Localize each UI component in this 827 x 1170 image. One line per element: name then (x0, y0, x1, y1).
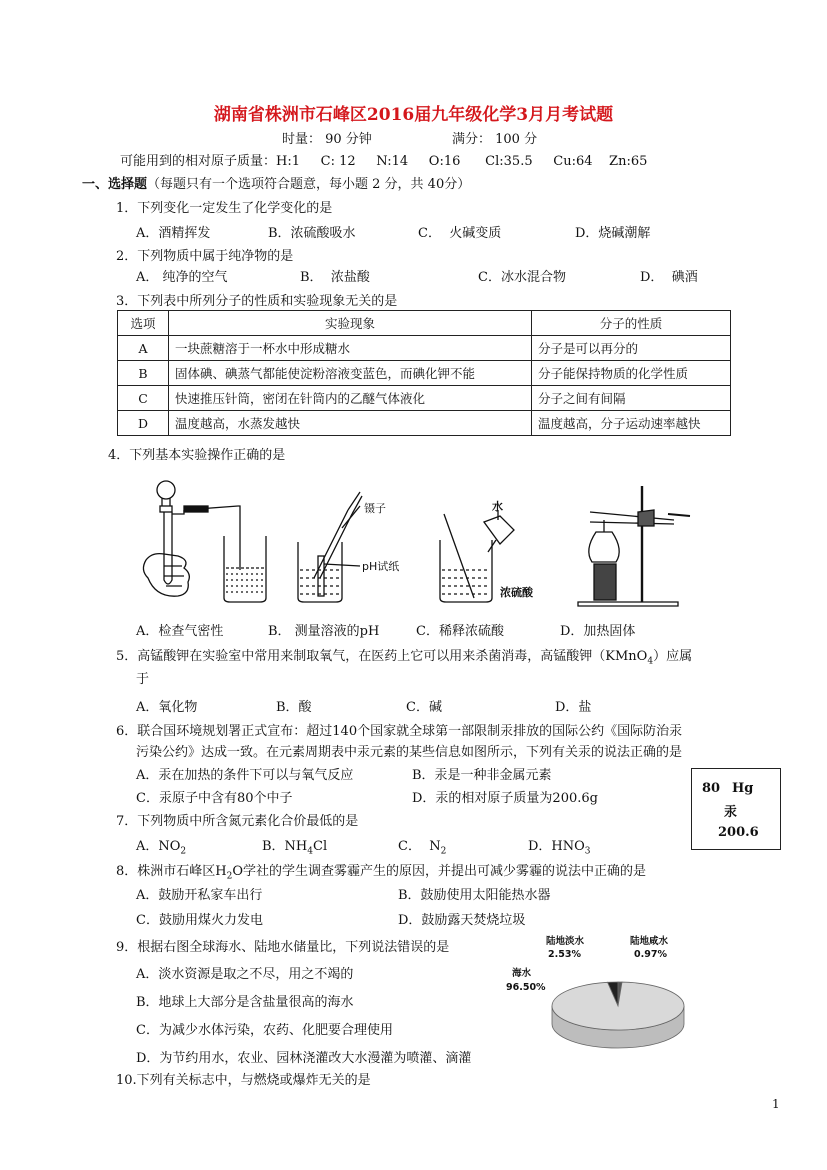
q4-option-b: B． 测量溶液的pH (268, 624, 380, 639)
row-property: 分子是可以再分的 (532, 336, 731, 361)
q5-option-a: A．氧化物 (136, 700, 198, 715)
q2-option-d: D． 碘酒 (640, 270, 698, 285)
tweezers-label: 镊子 (364, 502, 386, 515)
element-name: 汞 (724, 805, 738, 820)
atomic-masses: 可能用到的相对原子质量：H:1 C: 12 N:14 O:16 Cl:35.5 Cu:64 Zn:65 (120, 154, 648, 169)
q7-option-d: D．$HNO_3$ (528, 839, 591, 857)
q5-option-d: D．盐 (555, 700, 592, 715)
header-phenomenon: 实验现象 (169, 311, 532, 336)
q4-stem: 4．下列基本实验操作正确的是 (108, 448, 286, 463)
q6-option-b: B．汞是一种非金属元素 (412, 768, 552, 783)
element-symbol: Hg (732, 781, 754, 796)
section-heading: 一、选择题（每题只有一个选项符合题意，每小题 2 分，共 40分） (82, 177, 471, 192)
q3-stem: 3．下列表中所列分子的性质和实验现象无关的是 (116, 294, 398, 309)
q5-stem: 5．高锰酸钾在实验室中常用来制取氧气，在医药上它可以用来杀菌消毒，高锰酸钾（KMnO$_4$）应属 (116, 649, 693, 667)
ph-paper-label: pH试纸 (362, 560, 400, 573)
q9-option-a: A．淡水资源是取之不尽，用之不竭的 (136, 967, 354, 982)
q2-option-b: B． 浓盐酸 (300, 270, 370, 285)
exam-score: 满分： 100 分 (452, 132, 538, 147)
exam-time: 时量： 90 分钟 (282, 132, 372, 147)
q8-option-d: D．鼓励露天焚烧垃圾 (398, 913, 526, 928)
pie-value-fresh: 2.53% (548, 949, 581, 960)
row-phenomenon: 固体碘、碘蒸气都能使淀粉溶液变蓝色，而碘化钾不能 (169, 361, 532, 386)
q1-option-c: C． 火碱变质 (418, 226, 502, 241)
header-option: 选项 (118, 311, 169, 336)
q9-option-d: D．为节约用水，农业、园林浇灌改大水漫灌为喷灌、滴灌 (136, 1051, 472, 1066)
element-mass: 200.6 (718, 825, 759, 840)
q6-stem-line2: 污染公约》达成一致。在元素周期表中汞元素的某些信息如图所示，下列有关汞的说法正确的是 (136, 745, 683, 760)
q6-stem-line1: 6．联合国环境规划署正式宣布：超过140个国家就全球第一部限制汞排放的国际公约《国际防治汞 (116, 724, 683, 739)
q6-option-c: C．汞原子中含有80个中子 (136, 791, 293, 806)
q7-option-a: A．$NO_2$ (136, 839, 187, 857)
row-property: 分子能保持物质的化学性质 (532, 361, 731, 386)
table-row (118, 386, 731, 411)
q9-stem: 9．根据右图全球海水、陆地水储量比，下列说法错误的是 (116, 940, 450, 955)
q3-table (117, 310, 731, 436)
q8-stem: 8．株洲市石峰区$H_2O$学社的学生调查雾霾产生的原因，并提出可减少雾霾的说法中正确的是 (116, 864, 647, 882)
element-number: 80 (702, 781, 721, 796)
q9-option-b: B．地球上大部分是含盐量很高的海水 (136, 995, 354, 1010)
q8-option-b: B．鼓励使用太阳能热水器 (398, 888, 551, 903)
page-number: 1 (772, 1097, 780, 1111)
header-property: 分子的性质 (532, 311, 731, 336)
row-phenomenon: 温度越高，水蒸发越快 (169, 411, 532, 436)
water-label: 水 (492, 500, 503, 513)
acid-label: 浓硫酸 (500, 586, 533, 599)
row-option: B (118, 361, 169, 386)
table-row (118, 336, 731, 361)
water-distribution-pie-chart (500, 930, 700, 1050)
q1-option-b: B．浓硫酸吸水 (268, 226, 356, 241)
airtightness-apparatus (143, 481, 266, 602)
table-row (118, 411, 731, 436)
q5-option-c: C．碱 (406, 700, 442, 715)
table-header-row (118, 311, 731, 336)
pie-label-salt: 陆地咸水 (630, 936, 669, 947)
ph-measurement-apparatus (298, 492, 362, 602)
q4-apparatus-figure (138, 470, 698, 610)
row-option: C (118, 386, 169, 411)
q8-option-c: C．鼓励用煤火力发电 (136, 913, 263, 928)
q7-stem: 7．下列物质中所含氮元素化合价最低的是 (116, 814, 359, 829)
q7-option-c: C． $N_2$ (398, 839, 447, 857)
q8-option-a: A．鼓励开私家车出行 (136, 888, 263, 903)
q4-option-d: D．加热固体 (560, 624, 636, 639)
q6-option-a: A．汞在加热的条件下可以与氧气反应 (136, 768, 354, 783)
q6-option-d: D．汞的相对原子质量为200.6g (412, 791, 598, 806)
q1-option-d: D．烧碱潮解 (575, 226, 651, 241)
q1-option-a: A．酒精挥发 (136, 226, 211, 241)
heating-solid-apparatus (578, 486, 690, 606)
q4-option-a: A．检查气密性 (136, 624, 224, 639)
q2-option-a: A． 纯净的空气 (136, 270, 228, 285)
q7-option-b: B．$NH_4Cl$ (262, 839, 328, 857)
table-row (118, 361, 731, 386)
row-option: D (118, 411, 169, 436)
row-option: A (118, 336, 169, 361)
pie-value-sea: 96.50% (506, 982, 546, 993)
element-card-mercury (691, 768, 781, 850)
row-property: 温度越高，分子运动速率越快 (532, 411, 731, 436)
q2-option-c: C．冰水混合物 (478, 270, 566, 285)
row-phenomenon: 一块蔗糖溶于一杯水中形成糖水 (169, 336, 532, 361)
row-phenomenon: 快速推压针筒，密闭在针筒内的乙醚气体液化 (169, 386, 532, 411)
q5-stem-cont: 于 (136, 672, 150, 687)
page-title: 湖南省株洲市石峰区2016届九年级化学3月月考试题 (213, 105, 614, 125)
row-property: 分子之间有间隔 (532, 386, 731, 411)
q9-option-c: C．为减少水体污染，农药、化肥要合理使用 (136, 1023, 393, 1038)
pie-value-salt: 0.97% (634, 949, 667, 960)
q1-stem: 1．下列变化一定发生了化学变化的是 (116, 201, 333, 216)
pie-label-fresh: 陆地淡水 (546, 936, 585, 947)
q5-option-b: B．酸 (276, 700, 312, 715)
q10-stem: 10.下列有关标志中，与燃烧或爆炸无关的是 (116, 1073, 371, 1088)
q2-stem: 2．下列物质中属于纯净物的是 (116, 249, 294, 264)
q4-option-c: C．稀释浓硫酸 (416, 624, 504, 639)
pie-label-sea: 海水 (512, 968, 532, 979)
